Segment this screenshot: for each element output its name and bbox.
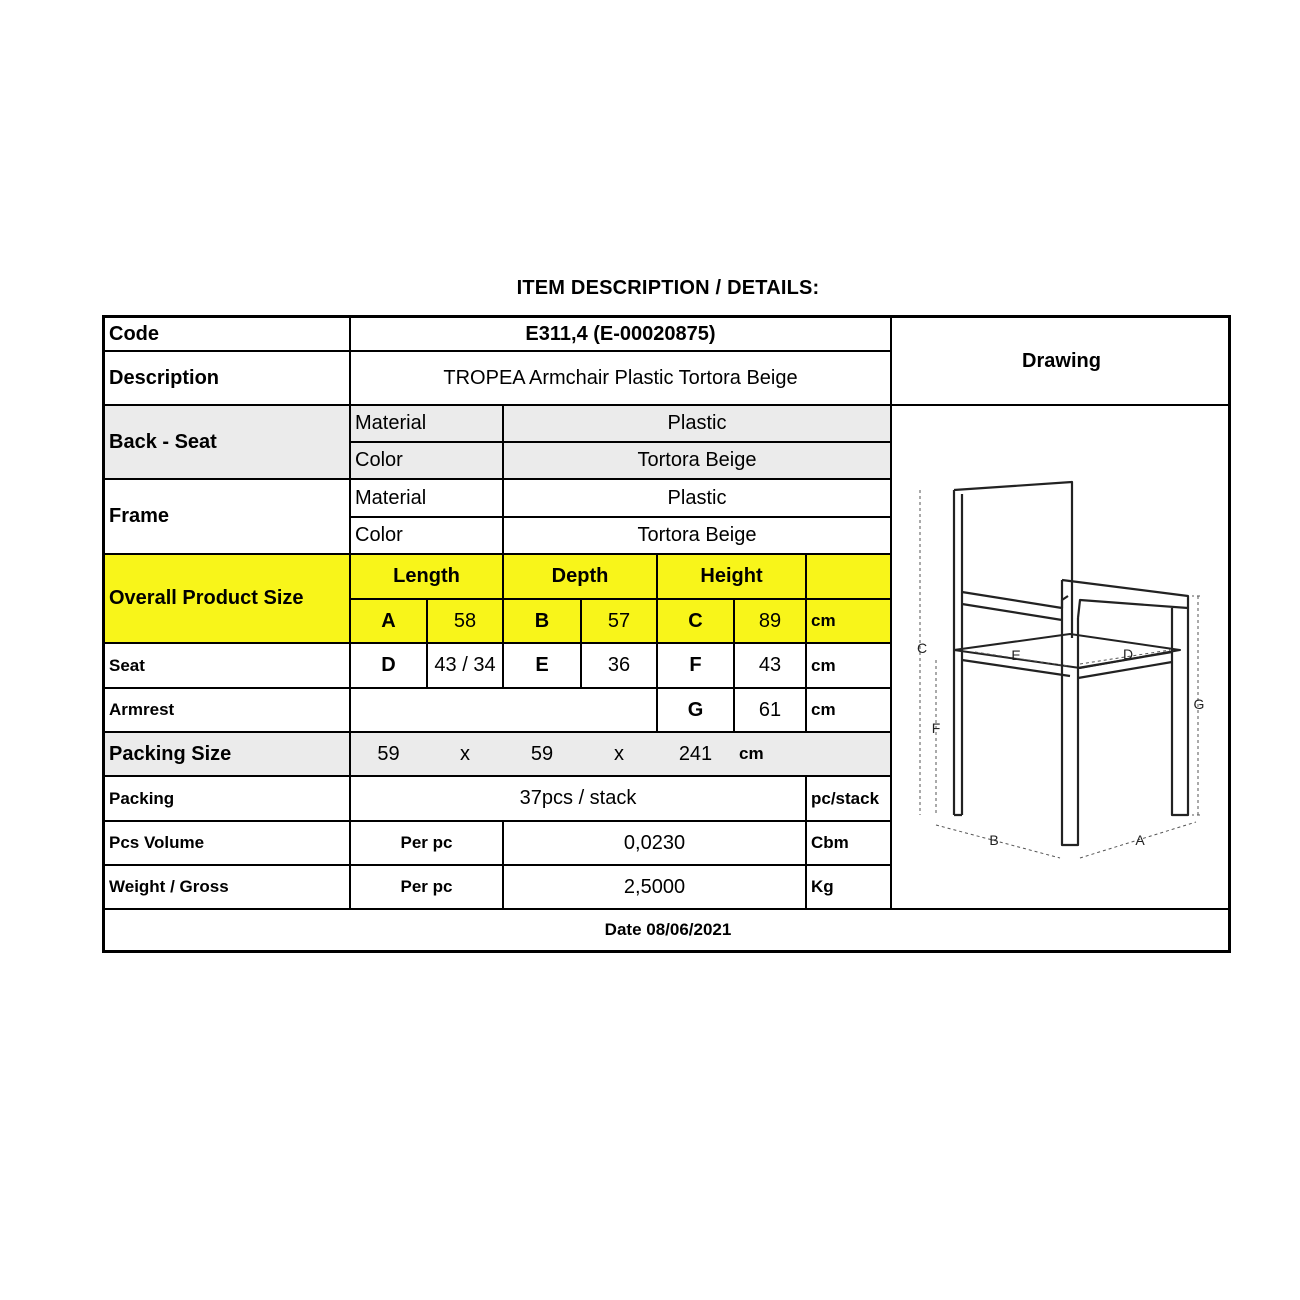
- pcs-volume-label: Pcs Volume: [109, 833, 205, 852]
- frame-material: Plastic: [667, 486, 727, 509]
- dim-f-value: 43: [758, 654, 782, 676]
- drawing-label-c: C: [916, 640, 928, 656]
- date: Date 08/06/2021: [604, 920, 732, 939]
- pcs-volume-per: Per pc: [400, 833, 453, 852]
- packing-x-1: x: [460, 742, 470, 765]
- drawing-label-f: F: [931, 720, 941, 736]
- weight-label: Weight / Gross: [109, 877, 229, 896]
- drawing-label-b: B: [989, 832, 999, 848]
- drawing-label-g: G: [1193, 696, 1205, 712]
- seat-label: Seat: [109, 655, 145, 675]
- pcs-volume-unit: Cbm: [811, 833, 849, 852]
- height-header: Height: [700, 565, 763, 587]
- description-label: Description: [109, 366, 220, 389]
- description-value: TROPEA Armchair Plastic Tortora Beige: [443, 366, 798, 389]
- drawing-label-d: D: [1122, 646, 1134, 662]
- frame-label: Frame: [109, 505, 170, 527]
- packing-height: 241: [678, 742, 713, 765]
- dim-d-value: 43 / 34: [434, 654, 496, 676]
- overall-size-label: Overall Product Size: [109, 587, 304, 609]
- back-seat-material: Plastic: [667, 412, 727, 434]
- dim-a-letter: A: [381, 609, 396, 632]
- weight-per: Per pc: [400, 877, 453, 896]
- page-title: ITEM DESCRIPTION / DETAILS:: [516, 277, 820, 299]
- back-seat-color: Tortora Beige: [637, 449, 757, 471]
- pcs-volume-value: 0,0230: [623, 831, 686, 854]
- dim-c-letter: C: [688, 609, 703, 632]
- frame-color-label: Color: [355, 524, 403, 546]
- dim-g-letter: G: [687, 698, 704, 721]
- dim-e-letter: E: [535, 654, 549, 676]
- dim-c-value: 89: [758, 609, 782, 632]
- armrest-unit: cm: [811, 700, 836, 719]
- dim-b-letter: B: [534, 609, 550, 632]
- armrest-label: Armrest: [109, 700, 175, 719]
- packing-size-label: Packing Size: [109, 742, 232, 765]
- overall-unit: cm: [811, 611, 836, 630]
- back-seat-color-label: Color: [355, 449, 403, 471]
- code-label: Code: [109, 323, 159, 345]
- packing-width: 59: [377, 742, 400, 765]
- packing-size-unit: cm: [739, 744, 764, 763]
- rule: [890, 318, 892, 908]
- packing-x-2: x: [614, 742, 624, 765]
- dim-f-letter: F: [689, 654, 702, 676]
- packing-unit: pc/stack: [811, 788, 880, 808]
- dim-d-letter: D: [381, 654, 396, 676]
- back-seat-label: Back - Seat: [109, 430, 217, 453]
- drawing-label-e: E: [1011, 647, 1021, 663]
- dim-e-value: 36: [607, 654, 631, 676]
- packing-value: 37pcs / stack: [519, 787, 637, 809]
- dim-b-value: 57: [607, 609, 631, 632]
- depth-header: Depth: [551, 565, 609, 587]
- chair-drawing: [900, 470, 1230, 870]
- seat-unit: cm: [811, 655, 836, 675]
- frame-material-label: Material: [355, 486, 427, 509]
- packing-label: Packing: [109, 788, 175, 808]
- weight-value: 2,5000: [623, 875, 686, 898]
- drawing-label-a: A: [1135, 832, 1145, 848]
- weight-unit: Kg: [811, 877, 834, 896]
- dim-a-value: 58: [453, 609, 477, 632]
- packing-depth: 59: [530, 742, 554, 765]
- frame-color: Tortora Beige: [637, 524, 757, 546]
- code-value: E311,4 (E-00020875): [525, 323, 716, 345]
- back-seat-material-label: Material: [355, 412, 427, 434]
- length-header: Length: [393, 565, 460, 587]
- drawing-label: Drawing: [1022, 349, 1101, 372]
- dim-g-value: 61: [758, 698, 782, 721]
